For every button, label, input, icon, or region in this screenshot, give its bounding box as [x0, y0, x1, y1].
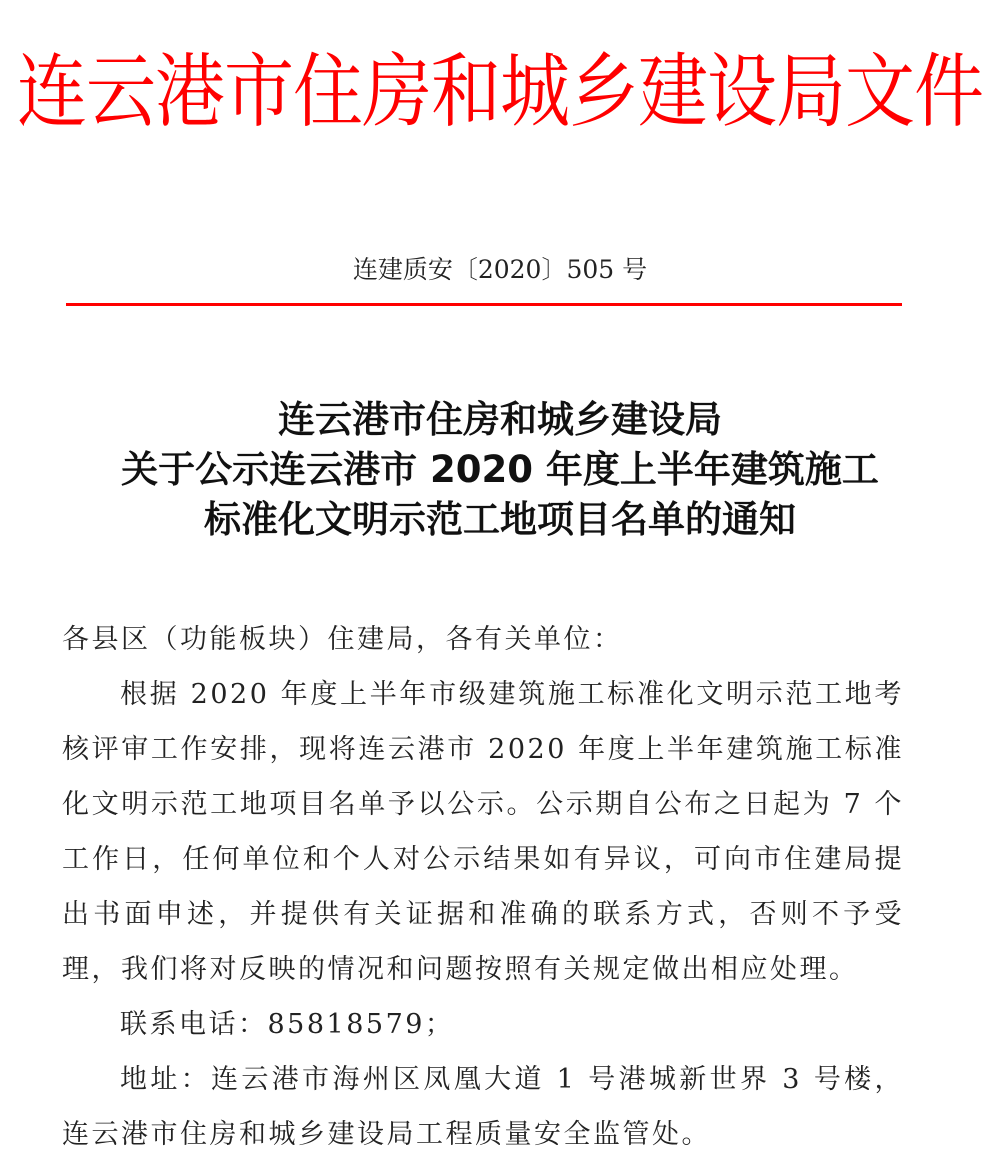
salutation: 各县区（功能板块）住建局，各有关单位： [62, 624, 623, 655]
document-body [62, 612, 904, 1162]
contact-address: 地址：连云港市海州区凤凰大道 1 号港城新世界 3 号楼，连云港市住房和城乡建设局工程质量安全监管处。 [62, 1064, 904, 1150]
contact-phone: 联系电话：85818579； [120, 1009, 455, 1040]
document-title [0, 395, 1000, 545]
red-divider [66, 303, 902, 306]
title-line-1: 连云港市住房和城乡建设局 [278, 398, 722, 441]
document-number: 连建质安〔2020〕505 号 [352, 255, 648, 284]
title-line-2: 关于公示连云港市 2020 年度上半年建筑施工 [121, 448, 879, 491]
body-paragraph: 根据 2020 年度上半年市级建筑施工标准化文明示范工地考核评审工作安排，现将连云港市 2020 年度上半年建筑施工标准化文明示范工地项目名单予以公示。公示期自公布之日起为 7 个工作日，任何单位和个人对公示结果如有异议，可向市住建局提出书面申述，并提供有关证据和准确的联系方式，否则不予受理，我们将对反映的情况和问题按照有关规定做出相应处理。 [62, 679, 904, 985]
title-line-3: 标准化文明示范工地项目名单的通知 [204, 498, 796, 541]
issuer-header: 连云港市住房和城乡建设局文件 [17, 44, 983, 139]
